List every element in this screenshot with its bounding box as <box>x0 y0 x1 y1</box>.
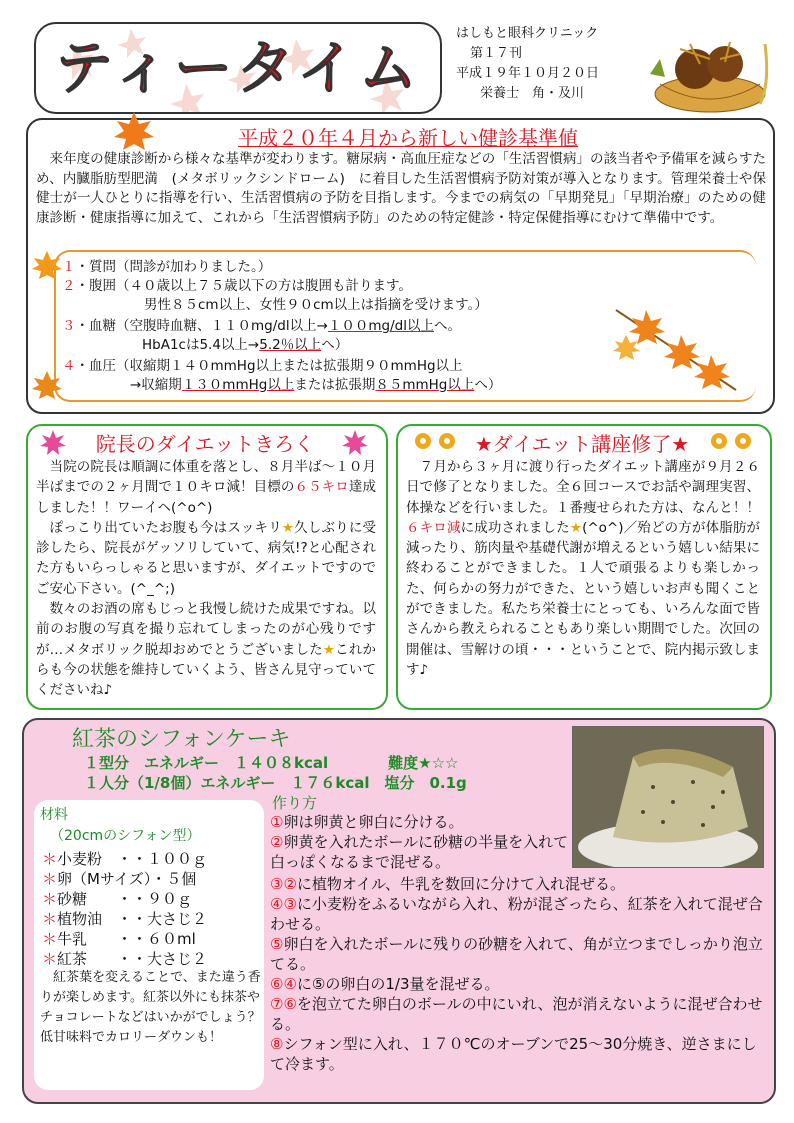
ingredient-text: 紅茶 ・・大さじ２ <box>57 950 208 968</box>
step-text: に小麦粉をふるいながら入れ、粉が混ざったら、紅茶を入れて混ぜ合わせる。 <box>270 895 763 933</box>
ingredient-item: ＊砂糖 ・・９０ｇ <box>42 890 193 908</box>
step-number: ⑤ <box>270 935 284 953</box>
energy-text: １型分 エネルギー １４０８kcal <box>84 754 329 772</box>
step-text: に⑤の卵白の1/3量を混ぜる。 <box>296 975 500 993</box>
method-step <box>270 974 770 994</box>
ingredient-item: ＊植物油 ・・大さじ２ <box>42 910 208 928</box>
ingredient-item: ＊卵（Mサイズ）・５個 <box>42 870 197 888</box>
item-text: ・腹囲（４０歳以上７５歳以下の方は腹囲も計ります。 <box>75 278 412 294</box>
paragraph-text: 当院の院長は順調に体重を落とし、８月半ば～１０月半ばまでの２ヶ月間で１０キロ減！目標の <box>36 459 376 496</box>
method-step <box>270 934 770 974</box>
method-step <box>270 812 770 832</box>
criteria-item-3 <box>62 317 461 336</box>
maple-leaf-icon <box>30 370 64 404</box>
title-banner <box>34 22 442 114</box>
maple-leaf-icon <box>30 250 64 284</box>
criteria-item-4 <box>62 357 463 376</box>
paragraph-text: 達成しました！！ワーイヘ(^o^) <box>36 479 377 516</box>
step-text: シフォン型に入れ、１７０℃のオーブンで25～30分焼き、逆さまにして冷ます。 <box>270 1035 757 1073</box>
item-text: HbA1cは5.4以上→ <box>142 337 260 353</box>
section-title: ★ダイエット講座修了★ <box>474 432 690 456</box>
recipe-energy-serving: １人分（1/8個）エネルギー １７６kcal 塩分 0.1g <box>84 774 467 792</box>
star-icon: ★ <box>569 519 583 536</box>
cake-photo <box>572 726 764 868</box>
item-text: へ） <box>474 377 502 393</box>
star-icon: ★ <box>322 641 336 658</box>
paragraph-text: に成功されました <box>460 519 570 536</box>
criteria-item-2-detail: 男性８５cm以上、女性９０cm以上は指摘を受けます。） <box>144 297 488 313</box>
step-number: ⑧ <box>270 1035 284 1053</box>
step-number: ① <box>270 813 284 831</box>
ingredient-text: 植物油 ・・大さじ２ <box>57 910 208 928</box>
ingredients-title: 材料 <box>40 807 68 823</box>
highlight-text: ６５キロ <box>294 479 349 496</box>
paragraph-text: これからも今の状態を維持していくよう、皆さん見守っていてくださいね♪ <box>36 641 377 699</box>
new-value: 5.2％以上 <box>259 337 322 353</box>
chestnut-basket-icon <box>640 14 780 114</box>
method-step <box>270 874 770 894</box>
recipe-title: 紅茶のシフォンケーキ <box>72 727 291 752</box>
step-text: 卵黄を入れたボールに砂糖の半量を入れて白っぽくなるまで混ぜる。 <box>270 833 569 871</box>
criteria-item-3-detail <box>142 336 348 355</box>
ingredient-item: ＊紅茶 ・・大さじ２ <box>42 950 208 968</box>
issue-info <box>456 24 626 104</box>
clinic-name: はしもと眼科クリニック <box>456 26 599 41</box>
step-text: 卵白を入れたボールに残りの砂糖を入れて、角が立つまでしっかり泡立てる。 <box>270 935 763 973</box>
ingredient-text: 牛乳 ・・６０ml <box>57 930 196 948</box>
section-title: 平成２０年４月から新しい健診基準値 <box>238 126 578 150</box>
ingredient-text: 小麦粉 ・・１００ｇ <box>57 850 208 868</box>
section-title: 院長のダイエットきろく <box>95 432 315 456</box>
section-body: 来年度の健康診断から様々な基準が変わります。糖尿病・高血圧症などの「生活習慣病」の該当者や予備軍を減らすため、内臓脂肪型肥満 (メタボリックシンドローム) に着目した生活習慣病予防対策が導入となります。管理栄養士や保健士が一人ひとりに指導を行い、生活習慣病の予防を目指します。今までの病気の「早期発見」「早期治療」のための健康診断・健康指導に加えて、これから「生活習慣病予防」のための特定健診・特定保健指導にむけて準備中です。 <box>36 151 766 226</box>
method-step <box>270 994 770 1034</box>
item-text: へ） <box>321 337 349 353</box>
section-body <box>36 457 376 701</box>
paragraph-text: 数々のお酒の席もじっと我慢し続けた成果ですね。以前のお腹の写真を撮り忘れてしまったのが心残りですが…メタボリック脱却おめでとうございました <box>36 601 376 658</box>
item-number: ３ <box>62 318 76 334</box>
step-number: ⑥④ <box>270 975 297 993</box>
method-step <box>270 832 570 872</box>
method-step <box>270 1034 770 1074</box>
ingredient-item: ＊牛乳 ・・６０ml <box>42 930 196 948</box>
star-icon: ★ <box>281 519 295 536</box>
item-text: ・血圧（収縮期１４０mmHg以上または拡張期９０mmHg以上 <box>75 358 463 374</box>
step-text: に植物オイル、牛乳を数回に分けて入れ混ぜる。 <box>296 875 625 893</box>
issue-number: 第１７刊 <box>470 46 523 61</box>
new-value: ８５mmHg以上 <box>375 377 475 393</box>
item-text: ・血糖（空腹時血糖、１１０mg/dl以上→ <box>75 318 328 334</box>
criteria-item-2 <box>62 277 412 296</box>
step-text: 卵は卵黄と卵白に分ける。 <box>283 813 464 831</box>
maple-leaf-icon <box>110 110 158 150</box>
highlight-text: ６キロ減 <box>406 519 461 536</box>
section-body <box>406 457 760 680</box>
maple-branch-icon <box>606 290 746 400</box>
item-number: ２ <box>62 278 76 294</box>
step-number: ③② <box>270 875 297 893</box>
item-text: または拡張期 <box>294 377 376 393</box>
item-text: へ。 <box>434 318 461 334</box>
criteria-item-1 <box>62 258 271 277</box>
method-title: 作り方 <box>272 794 318 812</box>
step-number: ④③ <box>270 895 297 913</box>
recipe-note: 紅茶葉を変えることで、また違う香りが楽しめます。紅茶以外にも抹茶やチョコレートなどはいかがでしょう？低甘味料でカロリーダウンも！ <box>40 970 261 1045</box>
item-number: ４ <box>62 358 76 374</box>
paragraph-text: ７月から３ヶ月に渡り行ったダイエット講座が９月２６日で修了となりました。全６回コースでお話や調理実習、体操などを行いました。１番痩せられた方は、なんと！！ <box>406 459 760 516</box>
new-value: １００mg/dl以上 <box>327 318 434 334</box>
paragraph-text: (^o^)／殆どの方が体脂肪が減ったり、筋肉量や基礎代謝が増えるという嬉しい結果に終わることができました。１人で頑張るよりも楽しかった、何らかの努力ができた、という嬉しいお声も聞くことができました。私たち栄養士にとっても、いろんな面で皆さんから教えられることもあり楽しい期間でした。次回の開催は、雪解けの頃・・・ということで、院内掲示致します♪ <box>406 519 761 678</box>
step-text: を泡立てた卵白のボールの中にいれ、泡が消えないように混ぜ合わせる。 <box>270 995 763 1033</box>
item-number: １ <box>62 259 76 275</box>
ingredient-text: 卵（Mサイズ）・５個 <box>57 870 197 888</box>
step-number: ② <box>270 833 284 851</box>
ingredient-item: ＊小麦粉 ・・１００ｇ <box>42 850 208 868</box>
author: 栄養士 角・及川 <box>480 86 585 101</box>
difficulty: 難度★☆☆ <box>388 754 459 772</box>
item-text: ・質問（問診が加わりました。） <box>75 259 272 275</box>
new-value: １３０mmHg以上 <box>181 377 295 393</box>
issue-date: 平成１９年１０月２０日 <box>456 66 600 81</box>
item-text: →収縮期 <box>130 377 182 393</box>
ingredient-text: 砂糖 ・・９０ｇ <box>57 890 193 908</box>
paragraph-text: 久しぶりに受診したら、院長がゲッソリしていて、病気!?と心配された方もいらっしゃると思いますが、ダイエットですのでご安心下さい。(^_^;) <box>36 519 377 597</box>
criteria-item-4-detail <box>130 376 501 395</box>
newsletter-title: ティータイム <box>54 34 422 102</box>
paragraph-text: ぽっこり出ていたお腹も今はスッキリ <box>36 519 282 536</box>
ingredients-subtitle: （20cmのシフォン型） <box>50 828 201 844</box>
step-number: ⑦⑥ <box>270 995 297 1013</box>
recipe-energy-whole <box>84 752 458 773</box>
method-step <box>270 894 770 934</box>
